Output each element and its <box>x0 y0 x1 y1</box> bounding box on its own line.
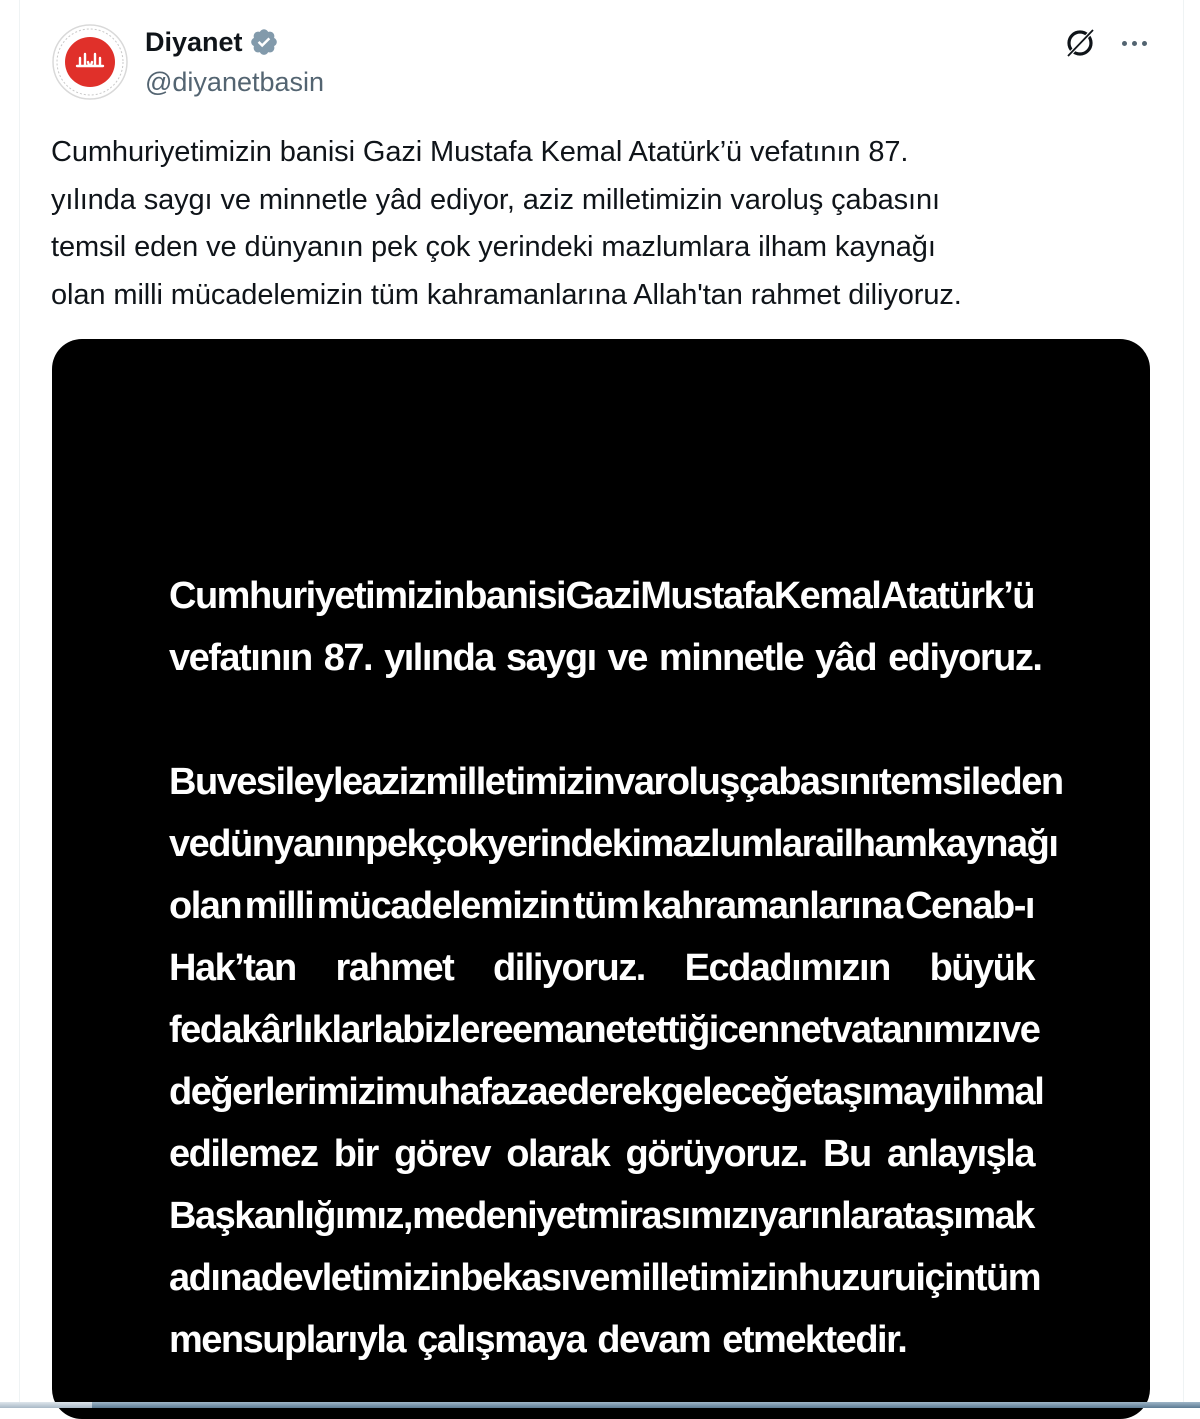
media-text-line <box>169 1061 1044 1123</box>
media-word: Atatürk’ü <box>880 575 1034 617</box>
media-text-line <box>169 875 1034 937</box>
taskbar-edge <box>0 1402 1200 1408</box>
media-word: vatanımızı <box>831 1009 1001 1051</box>
media-word: ederek <box>547 1071 661 1113</box>
more-horizontal-icon-dot <box>1132 41 1137 46</box>
media-word: huzuru <box>797 1257 916 1299</box>
media-word: Kemal <box>773 575 881 617</box>
media-word: taşımak <box>902 1195 1034 1237</box>
media-text-line <box>169 937 1034 999</box>
media-word: ve <box>607 637 647 679</box>
timeline-right-border <box>1183 0 1184 1408</box>
start-button-edge[interactable] <box>0 1402 92 1408</box>
media-word: diliyoruz. <box>493 947 645 989</box>
media-word: minnetle <box>658 637 804 679</box>
media-word: ihmal <box>951 1071 1044 1113</box>
author-display-name[interactable] <box>145 24 279 60</box>
media-word: olarak <box>506 1133 610 1175</box>
media-word: edilemez <box>169 1133 318 1175</box>
media-word: tüm <box>974 1257 1041 1299</box>
media-word: Bu <box>823 1133 871 1175</box>
media-word: milletimizin <box>608 1257 798 1299</box>
media-word: bekası <box>460 1257 570 1299</box>
display-name-text[interactable]: Diyanet <box>145 27 243 57</box>
media-word: devam <box>597 1319 711 1361</box>
more-horizontal-icon <box>1122 41 1127 46</box>
media-word: için <box>915 1257 975 1299</box>
media-word: vefatının <box>169 637 312 679</box>
media-word: taşımayı <box>811 1071 952 1113</box>
author-handle[interactable]: @diyanetbasin <box>145 67 325 97</box>
media-word: anlayışla <box>886 1133 1034 1175</box>
media-text-line <box>169 565 1034 627</box>
grok-button[interactable] <box>1062 25 1098 61</box>
media-word: pek <box>365 823 427 865</box>
media-word: yarınlara <box>757 1195 903 1237</box>
media-word: saygı <box>505 637 596 679</box>
media-word: etmektedir. <box>722 1319 907 1361</box>
media-word: Ecdadımızın <box>684 947 890 989</box>
diyanet-logo-icon <box>52 24 128 100</box>
media-text-line <box>169 813 1058 875</box>
post-text <box>51 129 1161 319</box>
post-text-line: Cumhuriyetimizin banisi Gazi Mustafa Kemal Atatürk’ü vefatının 87. <box>51 136 909 168</box>
media-text-line <box>169 627 1042 689</box>
post-text-line: olan milli mücadelemizin tüm kahramanlarına Allah'tan rahmet diliyoruz. <box>51 278 962 311</box>
media-word: aziz <box>361 761 426 803</box>
media-word: geleceğe <box>660 1071 812 1113</box>
media-paragraph-1 <box>169 565 1042 689</box>
media-word: çok <box>426 823 488 865</box>
media-word: büyük <box>929 947 1034 989</box>
more-horizontal-icon-dot <box>1142 41 1147 46</box>
media-word: cennet <box>717 1009 832 1051</box>
media-word: rahmet <box>335 947 454 989</box>
media-word: yerindeki <box>487 823 641 865</box>
post-text-line: yılında saygı ve minnetle yâd ediyor, aziz milletimizin varoluş çabasını <box>51 183 940 216</box>
media-word: ediyoruz. <box>888 637 1042 679</box>
media-word: kaynağı <box>926 823 1058 865</box>
post-text-line: temsil eden ve dünyanın pek çok yerindeki mazlumlara ilham kaynağı <box>51 231 936 263</box>
post-media-image[interactable] <box>52 339 1150 1419</box>
media-word: olan <box>169 885 242 927</box>
media-word: mirasımızı <box>586 1195 758 1237</box>
media-word: adına <box>169 1257 261 1299</box>
media-word: ilham <box>834 823 927 865</box>
media-word: kahramanlarına <box>641 885 902 927</box>
media-word: muhafaza <box>383 1071 548 1113</box>
media-word: milletimizin <box>425 761 615 803</box>
media-word: varoluş <box>614 761 739 803</box>
media-word: değerlerimizi <box>169 1071 384 1113</box>
media-text-line <box>169 1123 1034 1185</box>
media-word: Mustafa <box>640 575 774 617</box>
media-word: ve <box>569 1257 609 1299</box>
media-word: yâd <box>815 637 877 679</box>
media-word: yılında <box>384 637 494 679</box>
media-word: Bu <box>169 761 217 803</box>
media-word: çalışmaya <box>417 1319 586 1361</box>
media-word: ve <box>1000 1009 1040 1051</box>
media-word: Cenab-ı <box>905 885 1034 927</box>
media-paragraph-2 <box>169 751 1063 1371</box>
media-word: Başkanlığımız, <box>169 1195 412 1237</box>
media-word: milli <box>244 885 314 927</box>
media-word: tüm <box>573 885 639 927</box>
timeline-left-border <box>19 0 20 1408</box>
media-word: dünyanın <box>208 823 366 865</box>
media-text-line <box>169 751 1063 813</box>
media-word: 87. <box>323 637 373 679</box>
media-text-line <box>169 1247 1041 1309</box>
media-word: mücadelemizin <box>316 885 570 927</box>
media-word: çabasını <box>738 761 880 803</box>
media-word: temsil <box>879 761 980 803</box>
media-text-line <box>169 999 1040 1061</box>
media-word: görev <box>394 1133 491 1175</box>
media-word: görüyoruz. <box>625 1133 807 1175</box>
media-text-line <box>169 1185 1034 1247</box>
verified-badge-icon[interactable] <box>249 27 279 57</box>
media-word: mensuplarıyla <box>169 1319 406 1361</box>
media-word: medeniyet <box>412 1195 587 1237</box>
media-word: Gazi <box>565 575 640 617</box>
media-word: vesileyle <box>216 761 362 803</box>
media-word: eden <box>979 761 1063 803</box>
media-word: emanet <box>512 1009 637 1051</box>
media-word: devletimizin <box>260 1257 461 1299</box>
media-word: ettiği <box>636 1009 718 1051</box>
media-word: fedakârlıklarla <box>169 1009 403 1051</box>
media-text-line <box>169 1309 1034 1371</box>
media-word: ve <box>169 823 209 865</box>
avatar[interactable] <box>52 24 128 100</box>
media-word: banisi <box>464 575 566 617</box>
media-word: Hak’tan <box>169 947 296 989</box>
media-word: mazlumlara <box>640 823 835 865</box>
media-word: bir <box>333 1133 378 1175</box>
grok-icon <box>1062 25 1098 61</box>
media-word: bizlere <box>402 1009 512 1051</box>
more-options-button[interactable] <box>1114 28 1154 58</box>
media-word: Cumhuriyetimizin <box>169 575 464 617</box>
